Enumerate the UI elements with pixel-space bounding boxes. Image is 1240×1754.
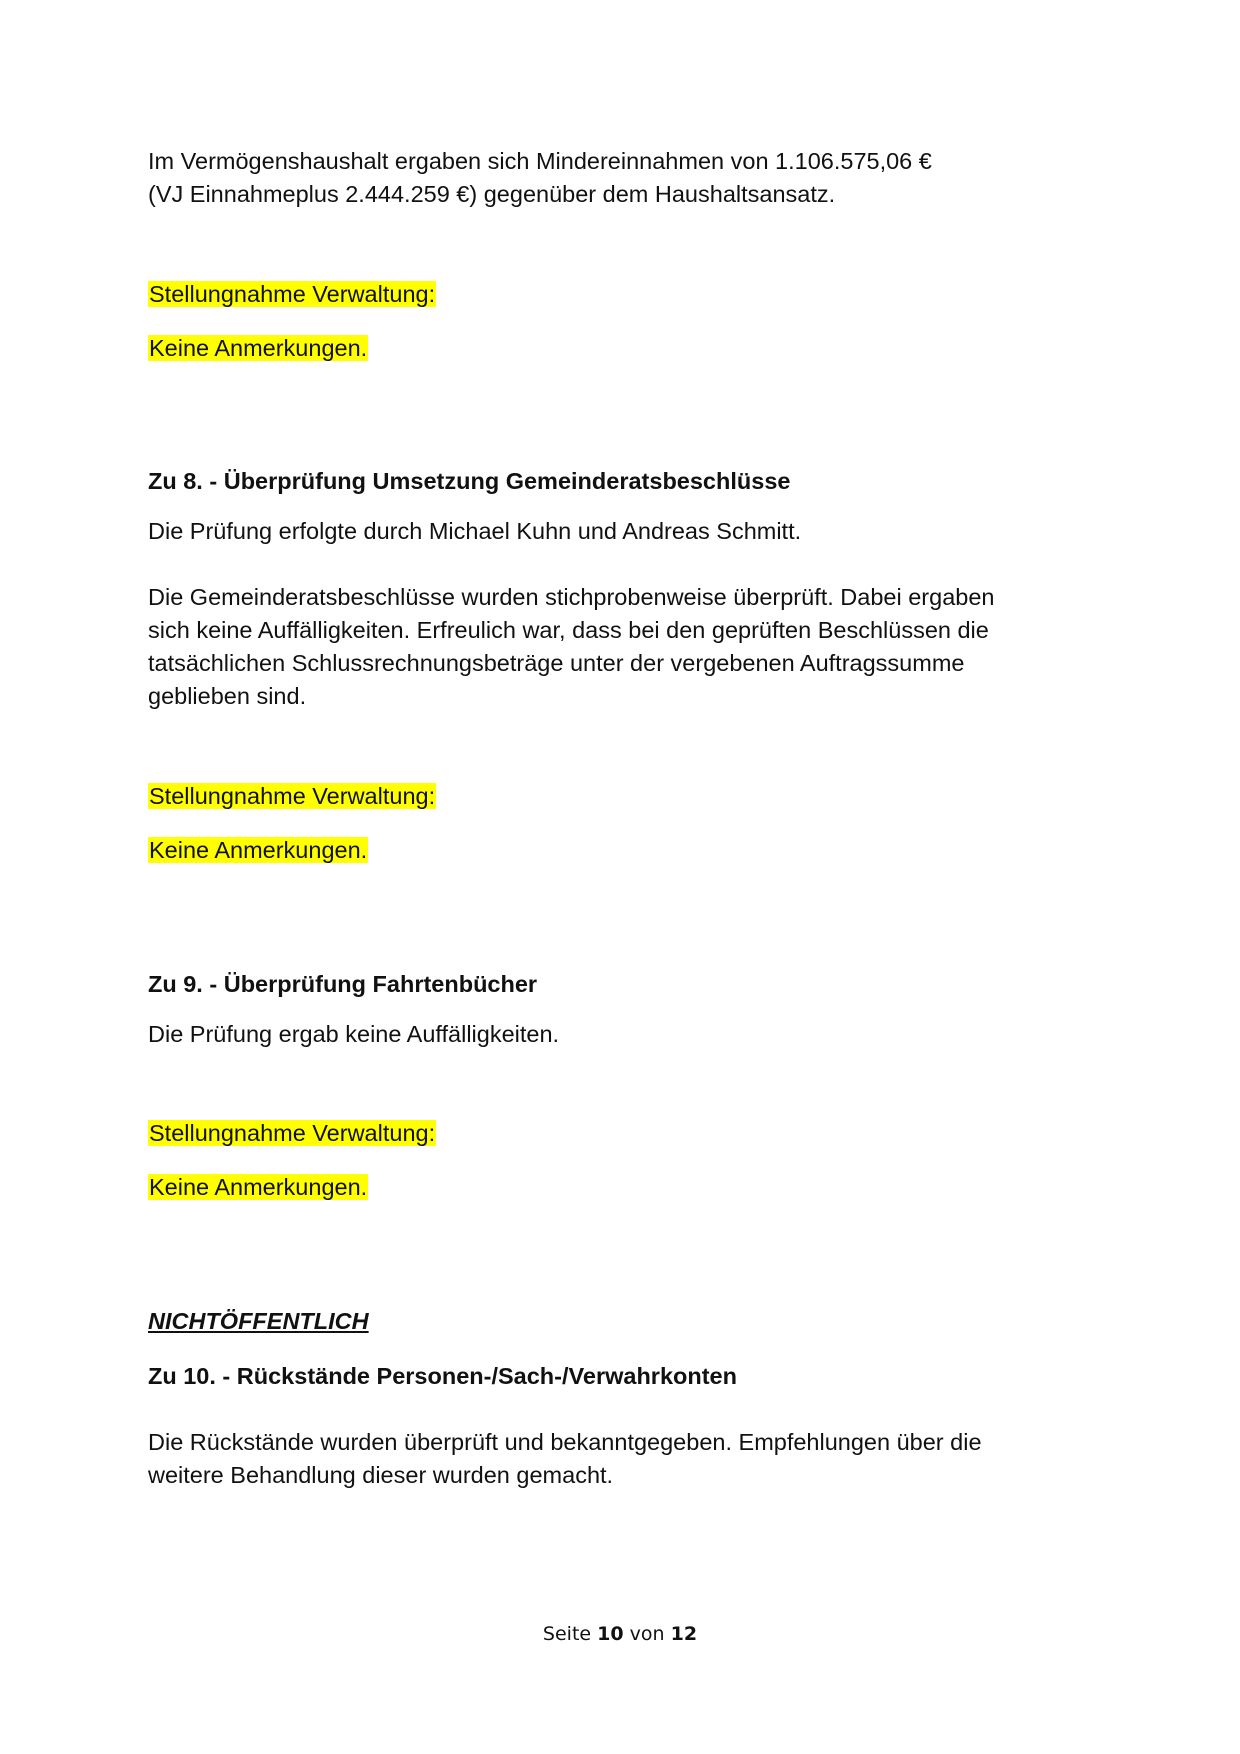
paragraph-line: (VJ Einnahmeplus 2.444.259 €) gegenüber dem Haushaltsansatz. xyxy=(148,181,836,207)
response-label xyxy=(148,1117,436,1150)
section-heading: Zu 8. - Überprüfung Umsetzung Gemeinderatsbeschlüsse xyxy=(148,468,791,494)
section-heading: Zu 10. - Rückstände Personen-/Sach-/Verwahrkonten xyxy=(148,1363,737,1389)
paragraph-line: Die Prüfung ergab keine Auffälligkeiten. xyxy=(148,1021,560,1047)
response-text xyxy=(148,834,368,867)
response-text xyxy=(148,1171,368,1204)
paragraph-line: weitere Behandlung dieser wurden gemacht. xyxy=(148,1462,614,1488)
response-label xyxy=(148,780,436,813)
paragraph-line: geblieben sind. xyxy=(148,683,307,709)
response-label xyxy=(148,278,436,311)
footer-total-pages: 12 xyxy=(670,1623,698,1645)
footer-word-of: von xyxy=(629,1623,665,1645)
paragraph-line: Die Rückstände wurden überprüft und bekanntgegeben. Empfehlungen über die xyxy=(148,1429,982,1455)
highlighted-text: Keine Anmerkungen. xyxy=(149,1174,368,1200)
footer-current-page: 10 xyxy=(597,1623,624,1645)
footer-word-page: Seite xyxy=(542,1623,592,1645)
highlighted-text: Stellungnahme Verwaltung: xyxy=(149,783,436,809)
page-footer xyxy=(0,1620,1240,1648)
highlighted-text: Keine Anmerkungen. xyxy=(149,837,368,863)
paragraph-line: Die Prüfung erfolgte durch Michael Kuhn und Andreas Schmitt. xyxy=(148,518,802,544)
paragraph-line: tatsächlichen Schlussrechnungsbeträge unter der vergebenen Auftragssumme xyxy=(148,650,965,676)
highlighted-text: Keine Anmerkungen. xyxy=(149,335,368,361)
highlighted-text: Stellungnahme Verwaltung: xyxy=(149,1120,436,1146)
paragraph-line: sich keine Auffälligkeiten. Erfreulich war, dass bei den geprüften Beschlüssen die xyxy=(148,617,989,643)
nonpublic-label: NICHTÖFFENTLICH xyxy=(148,1308,369,1334)
highlighted-text: Stellungnahme Verwaltung: xyxy=(149,281,436,307)
paragraph-line: Die Gemeinderatsbeschlüsse wurden stichprobenweise überprüft. Dabei ergaben xyxy=(148,584,995,610)
section-heading: Zu 9. - Überprüfung Fahrtenbücher xyxy=(148,971,538,997)
response-text xyxy=(148,332,368,365)
paragraph-line: Im Vermögenshaushalt ergaben sich Mindereinnahmen von 1.106.575,06 € xyxy=(148,148,932,174)
